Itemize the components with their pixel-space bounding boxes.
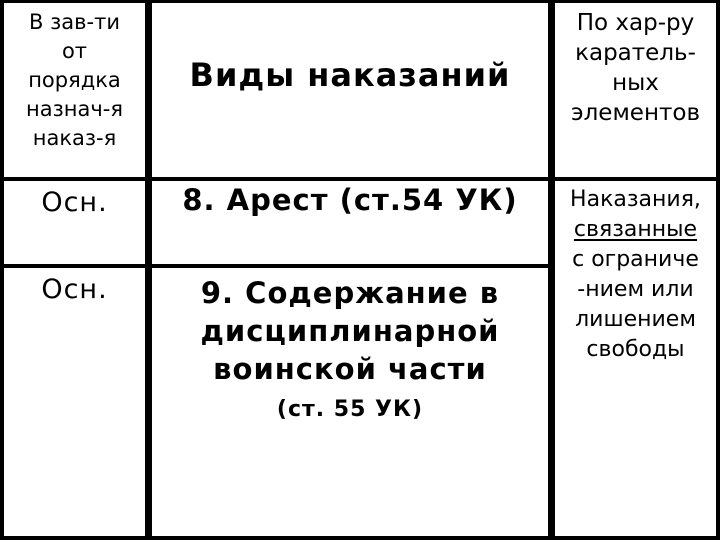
row-2-article: (ст. 55 УК)	[276, 397, 424, 422]
row-2-title	[152, 274, 548, 388]
row-2-title-line: 9. Содержание в	[200, 276, 500, 310]
header-character-line: По хар-ру	[576, 10, 695, 36]
header-types-label: Виды наказаний	[189, 56, 511, 94]
header-cell-types	[152, 3, 548, 177]
category-line: -нием или	[577, 277, 694, 302]
header-order-line: от	[61, 39, 88, 63]
row-2-title-line: воинской части	[213, 352, 487, 386]
header-character-line: элементов	[570, 100, 701, 126]
row-2-type-cell	[4, 268, 145, 536]
category-line: Наказания,	[570, 187, 701, 212]
header-order-label	[4, 8, 145, 153]
header-character-line: ных	[612, 70, 659, 96]
header-order-line: назнач-я	[26, 97, 123, 121]
header-cell-character	[555, 3, 716, 177]
header-order-line: В зав-ти	[29, 10, 120, 34]
category-label	[555, 185, 716, 365]
category-line-underlined: связанные	[573, 217, 698, 242]
row-1-title: 8. Арест (ст.54 УК)	[182, 183, 518, 217]
category-line: свободы	[586, 337, 685, 362]
row-1-title-cell	[152, 181, 548, 264]
header-character-label	[555, 8, 716, 128]
row-2-type: Осн.	[41, 274, 108, 305]
category-cell	[555, 181, 716, 536]
row-2-title-line: дисциплинарной	[200, 314, 500, 348]
row-2-title-cell	[152, 268, 548, 536]
category-line: лишением	[575, 307, 696, 332]
header-order-line: порядка	[28, 68, 121, 92]
category-line: с ограниче	[572, 247, 699, 272]
row-1-type-cell	[4, 181, 145, 264]
row-1-type: Осн.	[41, 187, 108, 218]
header-order-line: наказ-я	[32, 126, 117, 150]
header-cell-order	[4, 3, 145, 177]
header-character-line: каратель-	[575, 40, 696, 66]
